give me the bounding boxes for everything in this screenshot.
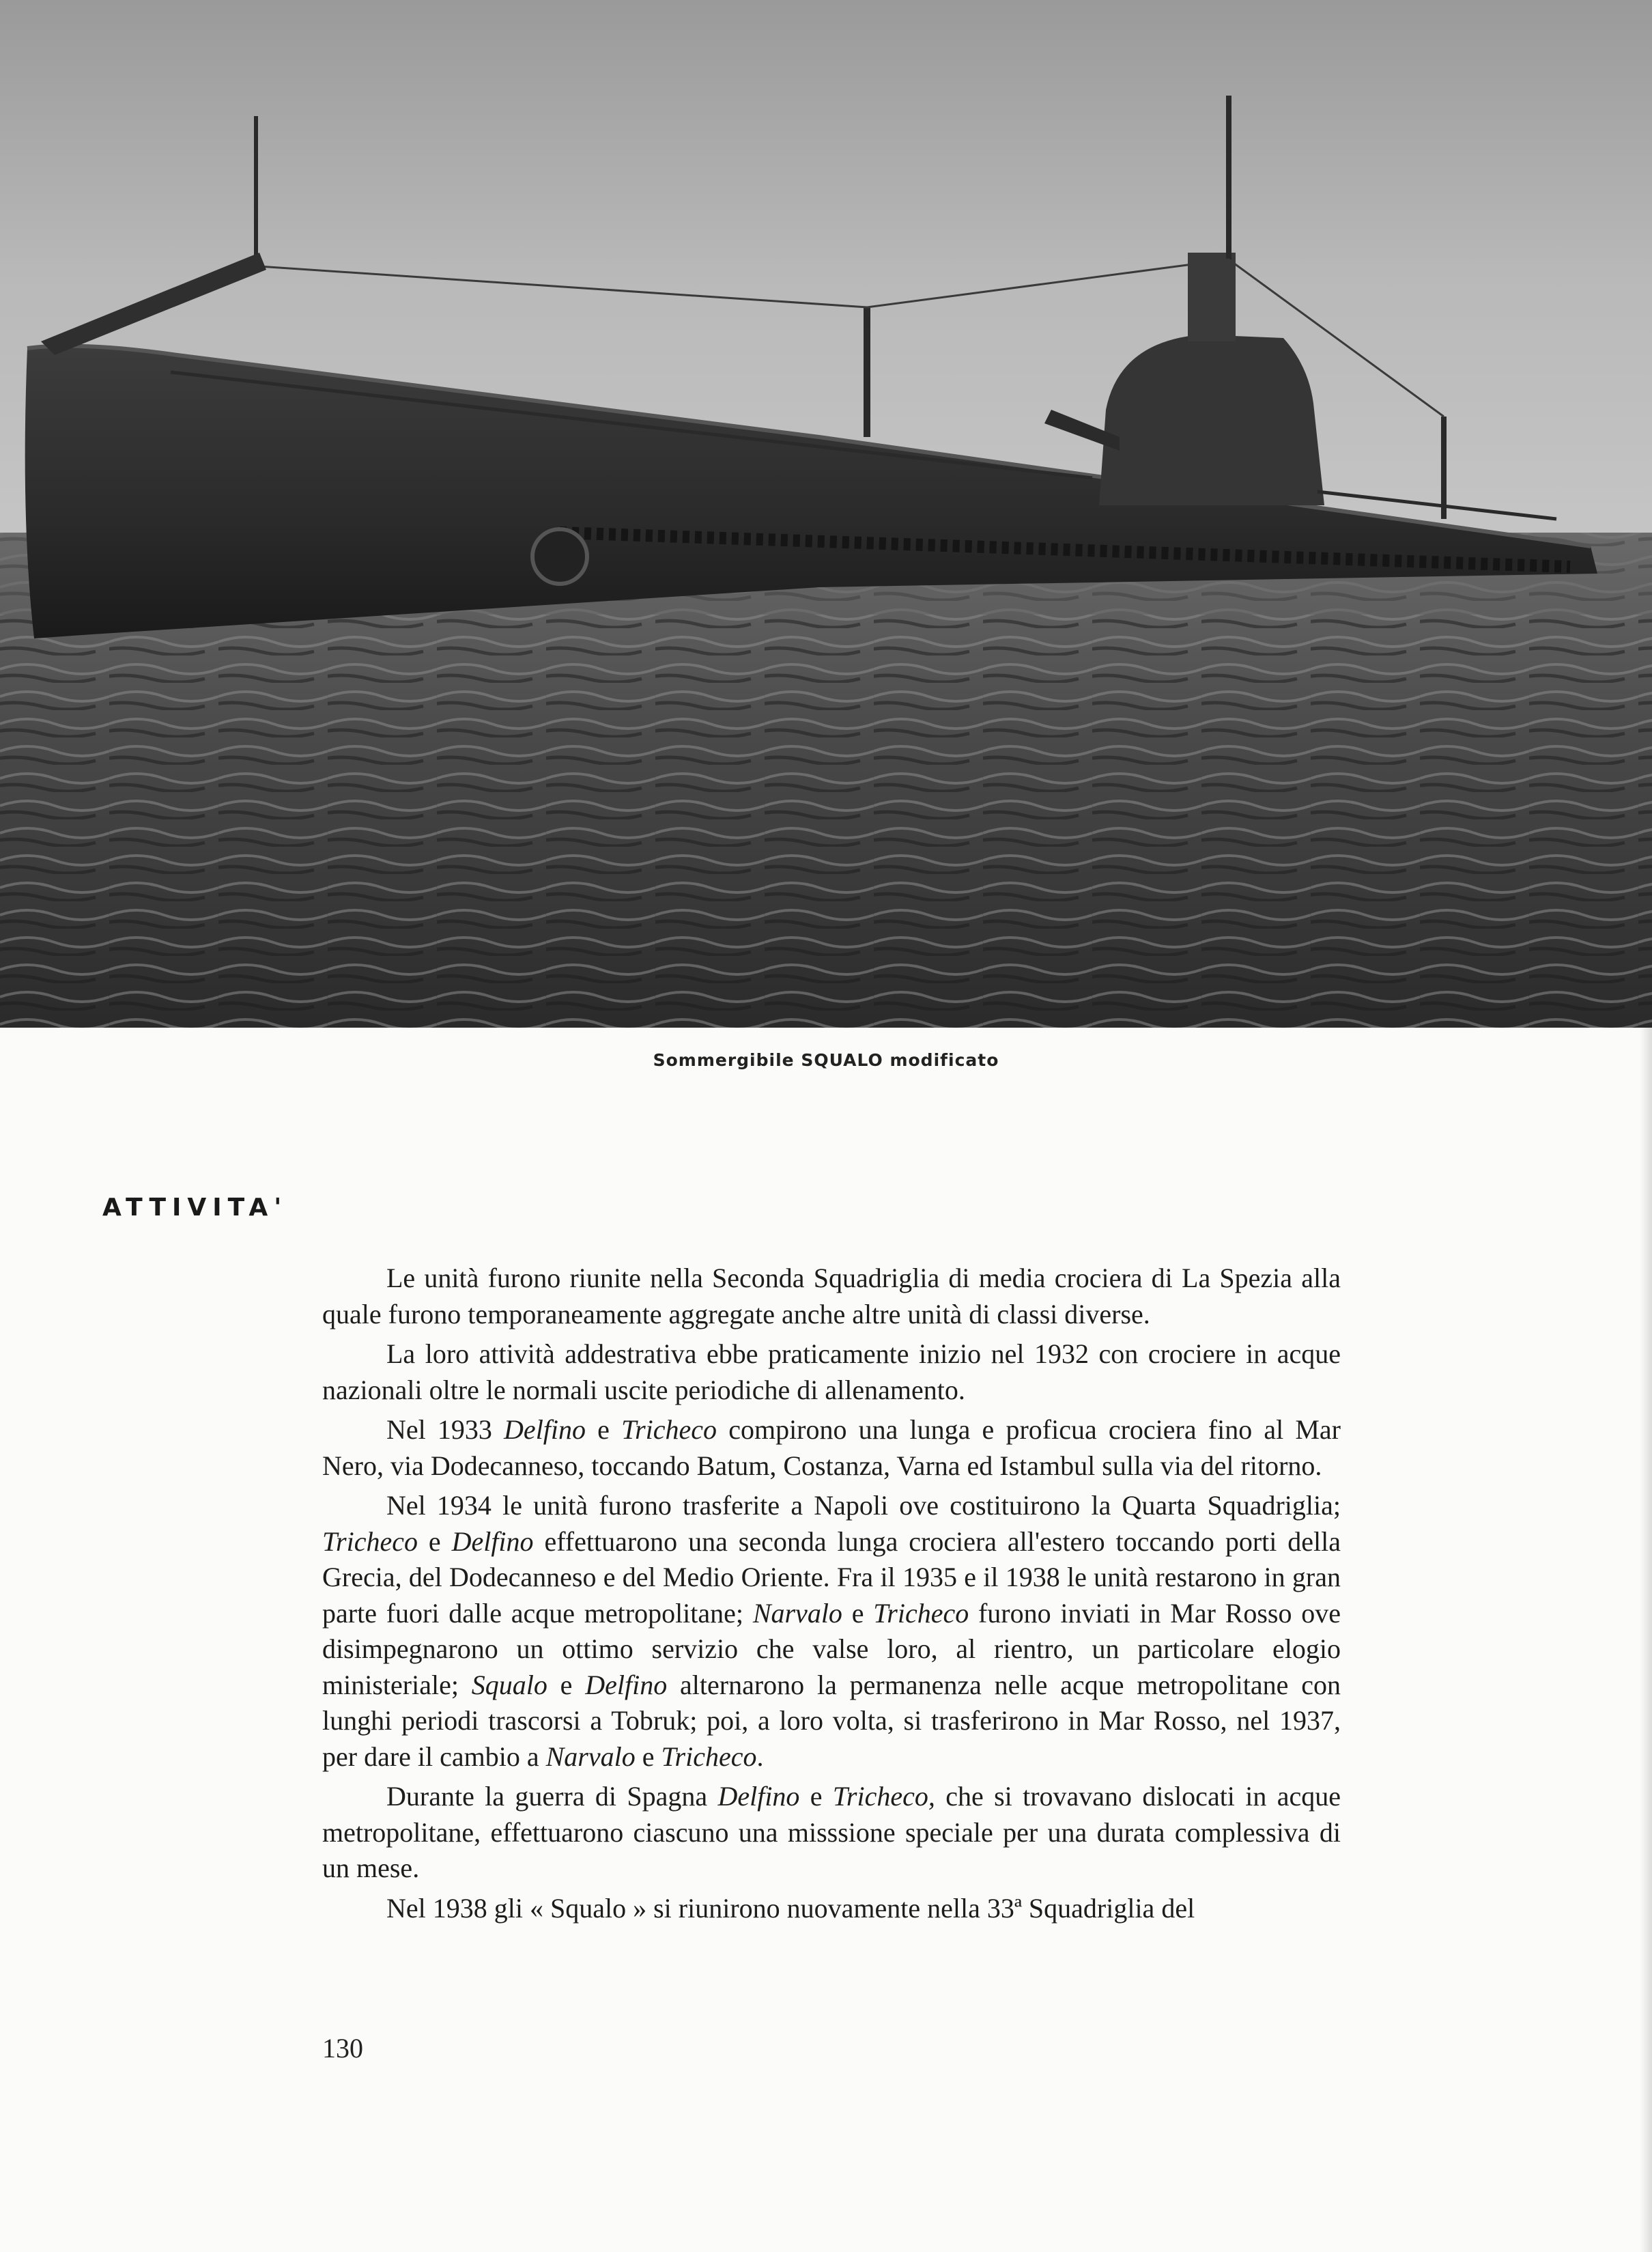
text-run: e — [417, 1525, 452, 1557]
ship-name: Delfino — [504, 1414, 586, 1445]
ship-name: Tricheco — [661, 1741, 757, 1772]
text-run: Durante la guerra di Spagna — [386, 1781, 718, 1812]
paragraph-4 — [322, 1488, 1341, 1775]
text-run: e — [842, 1597, 874, 1629]
ship-name: Narvalo — [545, 1741, 636, 1772]
ship-name: Delfino — [585, 1669, 668, 1700]
paragraph-1: Le unità furono riunite nella Seconda Squadriglia di media crociera di La Spezia alla quale furono temporaneamente aggregate anche altre unità di classi diverse. — [322, 1263, 1341, 1329]
text-run: e — [799, 1781, 833, 1812]
text-run: . — [756, 1741, 764, 1772]
body-text — [322, 1261, 1341, 1930]
ship-name: Tricheco — [873, 1597, 969, 1629]
text-run: furono inviati in Mar Rosso ove disimpegnarono un ottimo servizio che valse loro, al rientro, un particolare elogio ministeriale; — [322, 1597, 1341, 1700]
ship-name: Tricheco — [621, 1414, 717, 1445]
text-run: e — [635, 1741, 661, 1772]
ship-name: Tricheco, — [832, 1781, 935, 1812]
ship-name: Delfino — [717, 1781, 800, 1812]
text-run: alternarono la permanenza nelle acque metropolitane con lunghi periodi trascorsi a Tobruk; poi, a loro volta, si trasferirono in Mar Rosso, nel 1937, per dare il cambio a — [322, 1669, 1341, 1772]
page-number: 130 — [322, 2033, 363, 2064]
page-edge-shadow — [1640, 1028, 1652, 2252]
text-run: Nel 1933 — [386, 1414, 504, 1445]
paragraph-6: Nel 1938 gli « Squalo » si riunirono nuovamente nella 33ª Squadriglia del — [386, 1892, 1195, 1924]
ship-name: Narvalo — [752, 1597, 842, 1629]
photo-caption: Sommergibile SQUALO modificato — [653, 1050, 999, 1070]
paragraph-5 — [322, 1779, 1341, 1887]
submarine-photo-drawing — [0, 0, 1652, 1028]
text-run: Nel 1934 le unità furono trasferite a Napoli ove costituirono la Quarta Squadriglia; — [386, 1490, 1341, 1521]
paragraph-3 — [322, 1412, 1341, 1484]
submarine-photo — [0, 0, 1652, 1028]
text-run: e — [547, 1669, 586, 1700]
ship-name: Delfino — [451, 1525, 534, 1557]
text-run: e — [586, 1414, 622, 1445]
text-run: compirono una lunga e proficua crociera fino al Mar Nero, via Dodecanneso, toccando Batum, Costanza, Varna ed Istambul sulla via del ritorno. — [322, 1414, 1341, 1481]
ship-name: Squalo — [471, 1669, 547, 1700]
ship-name: Tricheco — [322, 1525, 418, 1557]
text-run: che si trovavano dislocati in acque metropolitane, effettuarono ciascuno una misssione speciale per una durata complessiva di un mese. — [322, 1781, 1341, 1883]
text-run: effettuarono una seconda lunga crociera all'estero toccando porti della Grecia, del Dodecanneso e del Medio Oriente. Fra il 1935 e il 1938 le unità restarono in gran parte fuori dalle acque metropolitane; — [322, 1525, 1341, 1629]
section-heading: ATTIVITA' — [102, 1194, 288, 1222]
paragraph-2: La loro attività addestrativa ebbe praticamente inizio nel 1932 con crociere in acque nazionali oltre le normali uscite periodiche di allenamento. — [322, 1338, 1341, 1405]
